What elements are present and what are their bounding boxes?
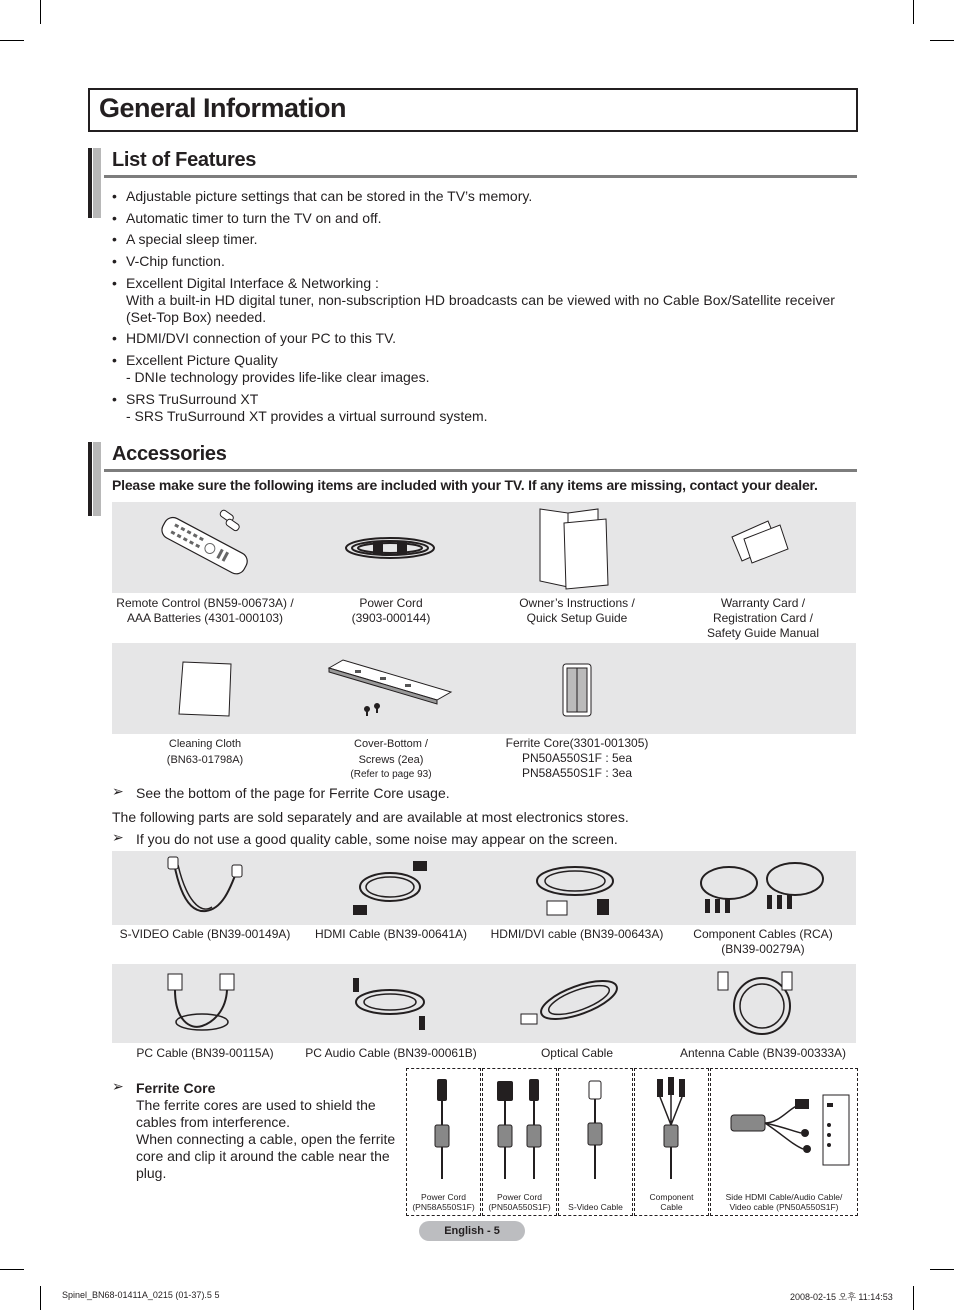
optical-cable-icon: [515, 970, 635, 1036]
accessory-caption: Cover-Bottom / Screws (2ea): [354, 738, 428, 766]
pc-cable-icon: [160, 970, 245, 1036]
sold-separately-text: The following parts are sold separately and are available at most electronics stores.: [112, 809, 629, 825]
accessories-notice: Please make sure the following items are included with your TV. If any items are missing, contact your dealer.: [112, 477, 818, 493]
crop-mark: [930, 1269, 954, 1270]
ferrite-component-icon: [635, 1075, 708, 1185]
list-item: • V-Chip function.: [112, 253, 857, 270]
crop-mark: [913, 0, 914, 24]
pc-audio-cable-icon: [345, 972, 435, 1034]
crop-mark: [0, 40, 24, 41]
ferrite-diagram: [710, 1068, 858, 1216]
ferrite-diagram-caption: Power Cord (PN58A550S1F): [412, 1192, 475, 1212]
features-rule: [104, 175, 857, 178]
ferrite-diagram: [634, 1068, 709, 1216]
s-video-cable-icon: [160, 855, 250, 921]
accessory-caption: Antenna Cable (BN39-00333A): [679, 1046, 847, 1060]
accessory-caption: Optical Cable: [540, 1046, 614, 1060]
cover-bottom-icon: [325, 654, 455, 720]
accessory-caption: HDMI/DVI cable (BN39-00643A): [490, 927, 664, 941]
crop-mark: [40, 0, 41, 24]
accessory-caption: PC Cable (BN39-00115A): [136, 1046, 274, 1060]
list-item: • Adjustable picture settings that can be stored in the TV’s memory.: [112, 188, 857, 205]
ferrite-power-cord-50-icon: [483, 1075, 556, 1185]
antenna-cable-icon: [712, 968, 802, 1038]
accessory-caption: PC Audio Cable (BN39-00061B): [305, 1046, 477, 1060]
accessory-caption: Power Cord (3903-000144): [351, 596, 431, 625]
page-title-box: [88, 88, 858, 132]
accessories-heading: Accessories: [112, 443, 227, 465]
ferrite-diagram-caption: Power Cord (PN50A550S1F): [488, 1192, 551, 1212]
features-list: [112, 188, 857, 430]
list-item: • Automatic timer to turn the TV on and off.: [112, 210, 857, 227]
ferrite-note: See the bottom of the page for Ferrite Core usage.: [136, 785, 450, 801]
ferrite-diagram: [482, 1068, 557, 1216]
list-item: • Excellent Picture Quality - DNIe technology provides life-like clear images.: [112, 352, 857, 386]
hdmi-dvi-cable-icon: [525, 855, 625, 921]
page-title: General Information: [99, 93, 347, 123]
section-marker: [88, 148, 92, 218]
section-marker: [88, 442, 92, 516]
accessory-caption: HDMI Cable (BN39-00641A): [314, 927, 468, 941]
accessory-caption: Remote Control (BN59-00673A) / AAA Batteries (4301-000103): [116, 596, 294, 625]
accessory-caption: Ferrite Core(3301-001305) PN50A550S1F : 5ea PN58A550S1F : 3ea: [505, 736, 649, 780]
crop-mark: [0, 1269, 24, 1270]
section-marker: [93, 148, 101, 218]
crop-mark: [913, 1286, 914, 1310]
power-cord-icon: [335, 520, 445, 575]
list-item: • SRS TruSurround XT - SRS TruSurround XT provides a virtual surround system.: [112, 391, 857, 425]
ferrite-core-body: The ferrite cores are used to shield the cables from interference. When connecting a cable, open the ferrite core and clip it around the cable near the plug.: [136, 1097, 396, 1181]
ferrite-core-icon: [555, 660, 599, 720]
ferrite-diagram-caption: Side HDMI Cable/Audio Cable/ Video cable (PN50A550S1F): [725, 1192, 843, 1212]
ferrite-diagram: [558, 1068, 633, 1216]
arrow-icon: ➢: [112, 1078, 124, 1094]
accessory-caption: S-VIDEO Cable (BN39-00149A): [119, 927, 291, 941]
page-footer-label: English - 5: [419, 1221, 525, 1241]
ferrite-diagram: [406, 1068, 481, 1216]
cable-note: If you do not use a good quality cable, some noise may appear on the screen.: [136, 831, 618, 847]
accessories-rule: [104, 469, 857, 472]
crop-mark: [930, 40, 954, 41]
hdmi-cable-icon: [345, 855, 435, 921]
accessory-caption: Owner’s Instructions / Quick Setup Guide: [519, 596, 635, 625]
ferrite-side-hdmi-icon: [711, 1075, 857, 1185]
arrow-icon: ➢: [112, 829, 124, 845]
ferrite-diagram-caption: Component Cable: [649, 1192, 694, 1212]
accessory-caption: Component Cables (RCA) (BN39-00279A): [693, 927, 833, 956]
ferrite-diagram-caption: S-Video Cable: [568, 1202, 623, 1212]
remote-control-icon: [150, 505, 260, 590]
warranty-card-icon: [722, 515, 794, 565]
component-cables-icon: [695, 855, 830, 921]
ferrite-power-cord-58-icon: [407, 1075, 480, 1185]
accessory-caption: Warranty Card / Registration Card / Safety Guide Manual: [706, 596, 820, 640]
list-item: • HDMI/DVI connection of your PC to this TV.: [112, 330, 857, 347]
cleaning-cloth-icon: [175, 658, 235, 720]
ferrite-core-heading: Ferrite Core: [136, 1080, 216, 1096]
crop-mark: [40, 1286, 41, 1310]
list-item: • A special sleep timer.: [112, 231, 857, 248]
section-marker: [93, 442, 101, 516]
accessory-caption: Cleaning Cloth (BN63-01798A): [166, 738, 244, 766]
print-file-info: Spinel_BN68-01411A_0215 (01-37).5 5: [62, 1290, 220, 1300]
features-heading: List of Features: [112, 149, 257, 171]
manual-booklet-icon: [528, 505, 618, 590]
ferrite-s-video-icon: [559, 1075, 632, 1185]
print-date-info: 2008-02-15 오후 11:14:53: [790, 1292, 893, 1302]
arrow-icon: ➢: [112, 783, 124, 799]
accessory-caption: (Refer to page 93): [350, 769, 432, 780]
ferrite-core-text: [136, 1080, 396, 1182]
list-item: • Excellent Digital Interface & Networking : With a built-in HD digital tuner, non-subscription HD broadcasts can be viewed with no Cable Box/Satellite receiver (Set-Top Box) needed.: [112, 275, 857, 326]
